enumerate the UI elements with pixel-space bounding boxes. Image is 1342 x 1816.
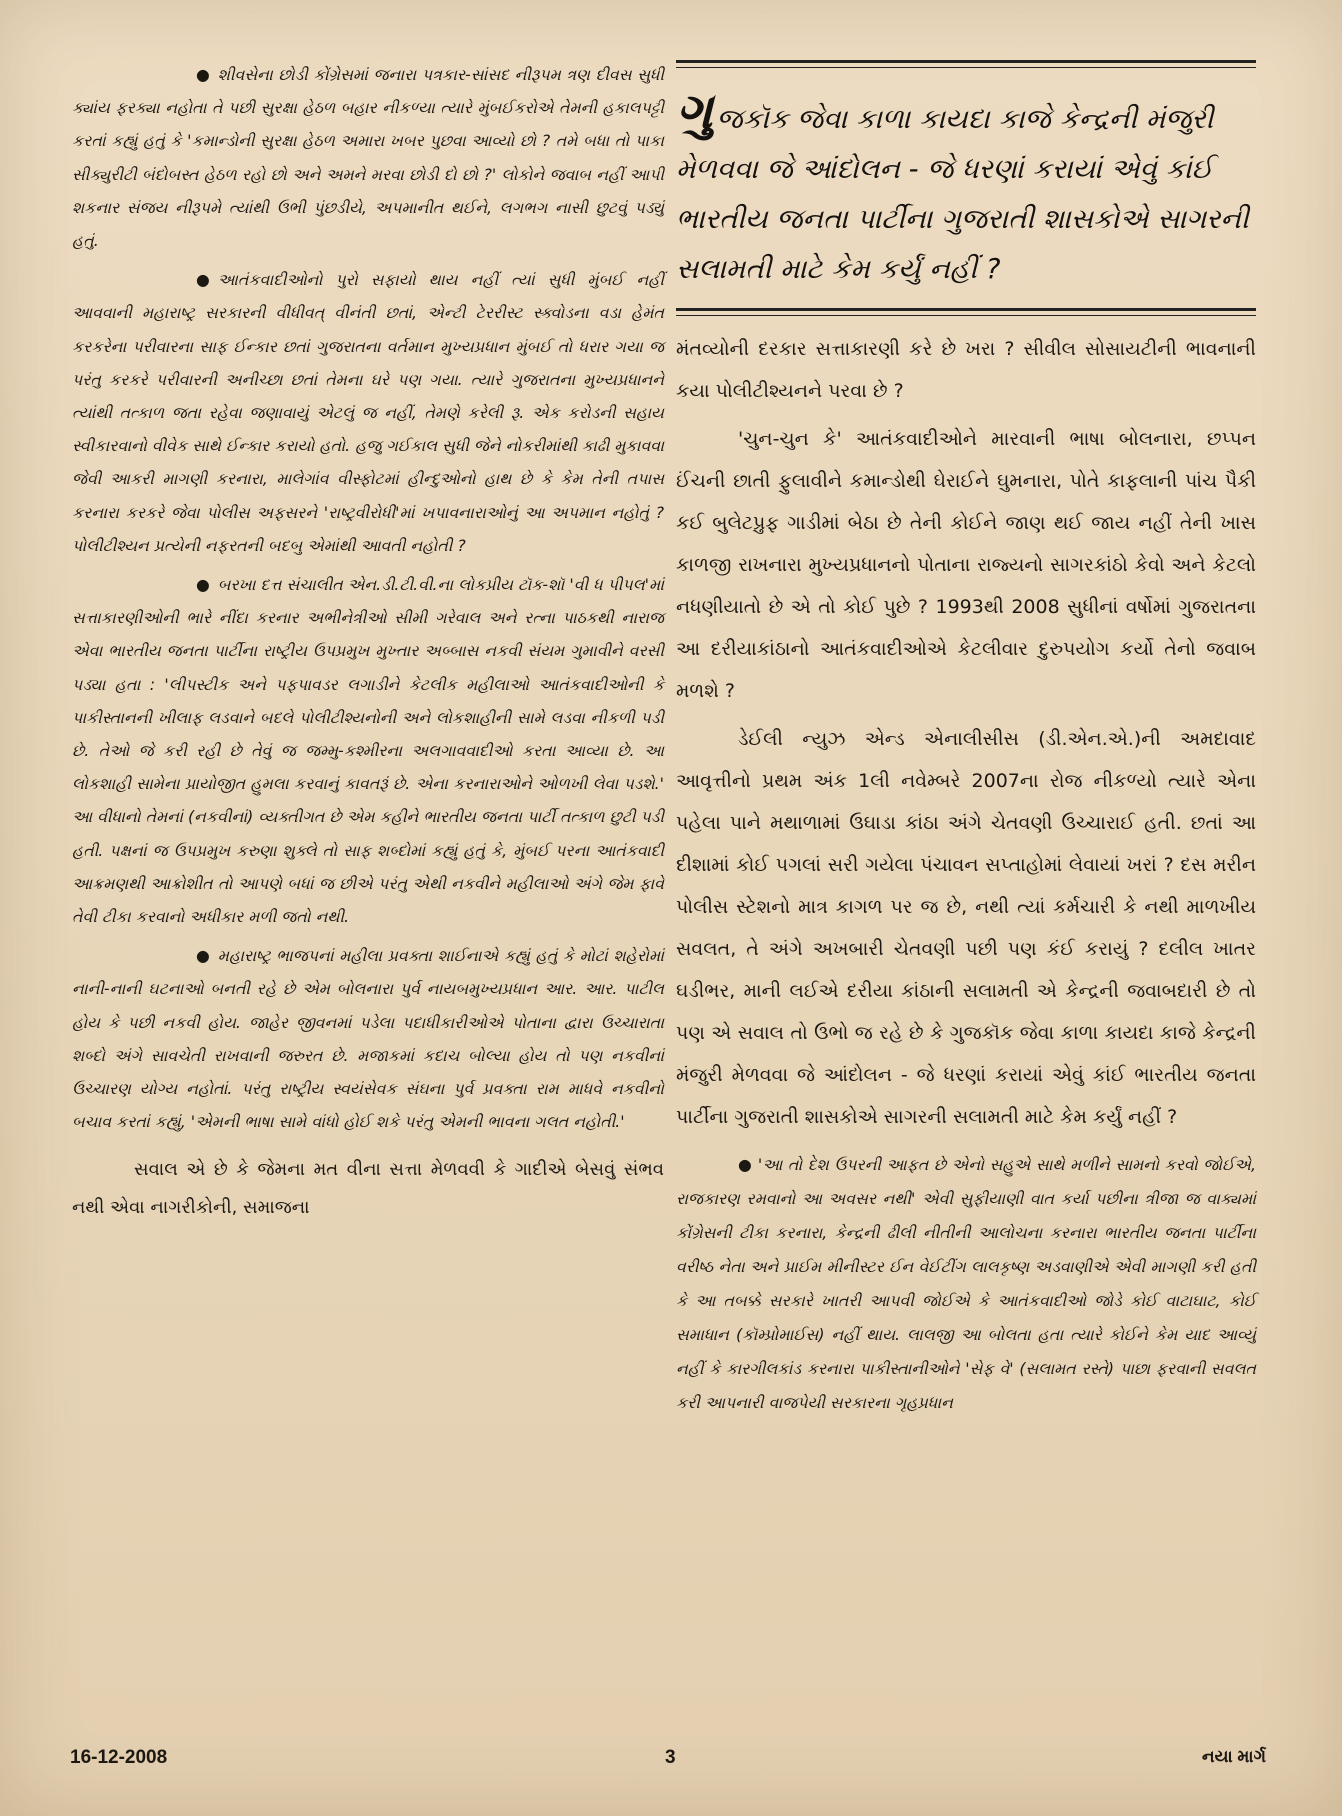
left-para-1 (72, 58, 664, 257)
left-para-2 (72, 263, 664, 562)
bullet-mark: ● (196, 65, 210, 84)
left-para-4 (72, 939, 664, 1138)
left-para-3-text: બરખા દત્ત સંચાલીત એન.ડી.ટી.વી.ના લોકપ્રીય ટૉક-શૉ 'વી ધ પીપલ'માં સત્તાકારણીઓની ભારે નીંદા કરનાર અભીનેત્રીઓ સીમી ગરેવાલ અને રત્ના પાઠકથી નારાજ એવા ભારતીય જનતા પાર્ટીના રાષ્ટ્રીય ઉપપ્રમુખ મુખ્તાર અબ્બાસ નકવી સંયમ ગુમાવીને વરસી પડ્યા હતા : 'લીપસ્ટીક અને પફપાવડર લગાડીને કેટલીક મહીલાઓ આતંકવાદીઓની કે પાકીસ્તાનની ખીલાફ લડવાને બદલે પોલીટીશ્યનોની અને લોકશાહીની સામે લડવા નીકળી પડી છે. તેઓ જે કરી રહી છે તેવું જ જમ્મુ-કશ્મીરના અલગાવવાદીઓ કરતા આવ્યા છે. આ લોકશાહી સામેના પ્રાયોજીત હુમલા કરવાનું કાવતરૂં છે. એના કરનારાઓને ઓળખી લેવા પડશે.' આ વીધાનો તેમનાં (નકવીનાં) વ્યક્તીગત છે એમ કહીને ભારતીય જનતા પાર્ટી તત્કાળ છુટી પડી હતી. પક્ષનાં જ ઉપપ્રમુખ કરુણા શુક્લે તો સાફ શબ્દોમાં કહ્યું હતું કે, મુંબઈ પરના આતંકવાદી આક્રમણથી આક્રોશીત તો આપણે બધાં જ છીએ પરંતુ એથી નકવીને મહીલાઓ અંગે જેમ ફાવે તેવી ટીકા કરવાનો અધીકાર મળી જતો નથી. (72, 575, 664, 927)
bullet-mark: ● (196, 946, 210, 966)
bullet-mark: ● (196, 270, 210, 290)
right-para-4 (676, 1148, 1256, 1420)
page-footer (70, 1747, 1266, 1781)
right-para-3 (676, 718, 1256, 1138)
left-para-1-text: શીવસેના છોડી કોંગ્રેસમાં જનારા પત્રકાર-સાંસદ નીરૂપમ ત્રણ દીવસ સુધી ક્યાંય ફરક્યા નહોતા તે પછી સુરક્ષા હેઠળ બહાર નીકળ્યા ત્યારે મુંબઈકરોએ તેમની હકાલપટ્ટી કરતાં કહ્યું હતું કે 'કમાન્ડોની સુરક્ષા હેઠળ અમારા ખબર પુછવા આવ્યો છો ? તમે બધા તો પાકા સીક્યુરીટી બંદોબસ્ત હેઠળ રહો છો અને અમને મરવા છોડી દો છો ?' લોકોને જવાબ નહીં આપી શકનાર સંજય નીરૂપમે ત્યાંથી ઉભી પુંછડીયે, અપમાનીત થઈને, લગભગ નાસી છુટવું પડ્યું હતું. (72, 65, 664, 251)
pull-quote (676, 82, 1256, 294)
right-column (676, 60, 1256, 1426)
pull-quote-dropcap: ગુ (676, 82, 713, 140)
right-para-2-text: 'ચુન-ચુન કે' આતંકવાદીઓને મારવાની ભાષા બોલનારા, છપ્પન ઈંચની છાતી ફુલાવીને કમાન્ડોથી ઘેરાઈને ઘુમનારા, પોતે કાફલાની પાંચ પૈકી કઈ બુલેટપ્રુફ ગાડીમાં બેઠા છે તેની કોઈને જાણ થઈ જાય નહીં તેની ખાસ કાળજી રાખનારા મુખ્યપ્રધાનનો પોતાના રાજ્યનો સાગરકાંઠો કેવો અને કેટલો નધણીયાતો છે એ તો કોઈ પુછે ? 1993થી 2008 સુધીનાં વર્ષોમાં ગુજરાતના આ દરીયાકાંઠાનો આતંકવાદીઓએ કેટલીવાર દુરુપયોગ કર્યો તેનો જવાબ મળશે ? (676, 428, 1256, 702)
pull-quote-text: જકૉક જેવા કાળા કાયદા કાજે કેન્દ્રની મંજુરી મેળવવા જે આંદોલન - જે ધરણાં કરાયાં એવું કાંઈ ભારતીય જનતા પાર્ટીના ગુજરાતી શાસકોએ સાગરની સલામતી માટે કેમ કર્યું નહીં ? (676, 103, 1249, 285)
left-para-2-text: આતંકવાદીઓનો પુરો સફાયો થાય નહીં ત્યાં સુધી મુંબઈ નહીં આવવાની મહારાષ્ટ્ર સરકારની વીધીવત્ વીનંતી છતાં, એન્ટી ટેરરીસ્ટ સ્ક્વોડના વડા હેમંત કરકરેના પરીવારના સાફ ઈન્કાર છતાં ગુજરાતના વર્તમાન મુખ્યપ્રધાન મુંબઈ તો ધરાર ગયા જ પરંતુ કરકરે પરીવારની અનીચ્છા છતાં તેમના ઘરે પણ ગયા. ત્યારે ગુજરાતના મુખ્યપ્રધાનને ત્યાંથી તત્કાળ જતા રહેવા જણાવાયું એટલું જ નહીં, તેમણે કરેલી રૂ. એક કરોડની સહાય સ્વીકારવાનો વીવેક સાથે ઈન્કાર કરાયો હતો. હજુ ગઈકાલ સુધી જેને નોકરીમાંથી કાઢી મુકાવવા જેવી આકરી માગણી કરનારા, માલેગાંવ વીસ્ફોટમાં હીન્દુઓનો હાથ છે કે કેમ તેની તપાસ કરનારા કરકરે જેવા પોલીસ અફસરને 'રાષ્ટ્રવીરોધી'માં ખપાવનારાઓનું આ અપમાન નહોતું ? પોલીટીશ્યન પ્રત્યેની નફરતની બદબુ એમાંથી આવતી નહોતી ? (72, 270, 664, 555)
left-para-5 (72, 1151, 664, 1227)
right-para-1-text: મંતવ્યોની દરકાર સત્તાકારણી કરે છે ખરા ? સીવીલ સોસાયટીની ભાવનાની કયા પોલીટીશ્યનને પરવા છે ? (676, 338, 1256, 402)
right-para-3-text: ડેઈલી ન્યુઝ એન્ડ એનાલીસીસ (ડી.એન.એ.)ની અમદાવાદ આવૃત્તીનો પ્રથમ અંક 1લી નવેમ્બરે 2007ના રોજ નીકળ્યો ત્યારે એના પહેલા પાને મથાળામાં ઉઘાડા કાંઠા અંગે ચેતવણી ઉચ્ચારાઈ હતી. છતાં આ દીશામાં કોઈ પગલાં સરી ગયેલા પંચાવન સપ્તાહોમાં લેવાયાં ખરાં ? દસ મરીન પોલીસ સ્ટેશનો માત્ર કાગળ પર જ છે, નથી ત્યાં કર્મચારી કે નથી માળખીય સવલત, તે અંગે અખબારી ચેતવણી પછી પણ કંઈ કરાયું ? દલીલ ખાતર ઘડીભર, માની લઈએ દરીયા કાંઠાની સલામતી એ કેન્દ્રની જવાબદારી છે તો પણ એ સવાલ તો ઉભો જ રહે છે કે ગુજકૉક જેવા કાળા કાયદા કાજે કેન્દ્રની મંજુરી મેળવવા જે આંદોલન - જે ધરણાં કરાયાં એવું કાંઈ ભારતીય જનતા પાર્ટીના ગુજરાતી શાસકોએ સાગરની સલામતી માટે કેમ કર્યું નહીં ? (676, 728, 1256, 1128)
right-para-4-text: ● 'આ તો દેશ ઉપરની આફત છે એનો સહુએ સાથે મળીને સામનો કરવો જોઈએ, રાજકારણ રમવાનો આ અવસર નથી' એવી સુફીયાણી વાત કર્યા પછીના ત્રીજા જ વાક્યમાં કોંગ્રેસની ટીકા કરનારા, કેન્દ્રની ઢીલી નીતીની આલોચના કરનારા ભારતીય જનતા પાર્ટીના વરીષ્ઠ નેતા અને પ્રાઈમ મીનીસ્ટર ઈન વેઈટીંગ લાલકૃષ્ણ અડવાણીએ એવી માગણી કરી હતી કે આ તબક્કે સરકારે ખાતરી આપવી જોઈએ કે આતંકવાદીઓ જોડે કોઈ વાટાઘાટ, કોઈ સમાધાન (કૉમ્પ્રોમાઈસ) નહીં થાય. લાલજી આ બોલતા હતા ત્યારે કોઈને કેમ યાદ આવ્યું નહીં કે કારગીલકાંડ કરનારા પાકીસ્તાનીઓને 'સેફ વે' (સલામત રસ્તે) પાછા ફરવાની સવલત કરી આપનારી વાજપેયી સરકારના ગૃહપ્રધાન (676, 1155, 1256, 1412)
right-para-1 (676, 328, 1256, 412)
left-para-4-text: મહારાષ્ટ્ર ભાજપનાં મહીલા પ્રવક્તા શાઈનાએ કહ્યું હતું કે મોટાં શહેરોમાં નાની-નાની ઘટનાઓ બનતી રહે છે એમ બોલનારા પુર્વ નાયબમુખ્યપ્રધાન આર. આર. પાટીલ હોય કે પછી નકવી હોય. જાહેર જીવનમાં પડેલા પદાધીકારીઓએ પોતાના દ્વારા ઉચ્ચારાતા શબ્દો અંગે સાવચેતી રાખવાની જરુરત છે. મજાકમાં કદાચ બોલ્યા હોય તો પણ નકવીનાં ઉચ્ચારણ યોગ્ય નહોતાં. પરંતુ રાષ્ટ્રીય સ્વયંસેવક સંઘના પુર્વ પ્રવક્તા રામ માધવે નકવીનો બચાવ કરતાં કહ્યું, 'એમની ભાષા સામે વાંધો હોઈ શકે પરંતુ એમની ભાવના ગલત નહોતી.' (72, 946, 664, 1132)
left-para-5-text: સવાલ એ છે કે જેમના મત વીના સત્તા મેળવવી કે ગાદીએ બેસવું સંભવ નથી એવા નાગરીકોની, સમાજના (72, 1158, 664, 1218)
right-column-body (676, 328, 1256, 1420)
bullet-mark: ● (196, 575, 210, 595)
footer-date: 16-12-2008 (70, 1747, 168, 1768)
left-column (72, 58, 664, 1233)
callout-bottom-rule (676, 308, 1256, 316)
right-para-2 (676, 418, 1256, 712)
callout-top-rule (676, 60, 1256, 68)
footer-page-number: 3 (665, 1747, 676, 1768)
footer-publication-name: નયા માર્ગ (1201, 1747, 1266, 1766)
left-para-3 (72, 568, 664, 933)
